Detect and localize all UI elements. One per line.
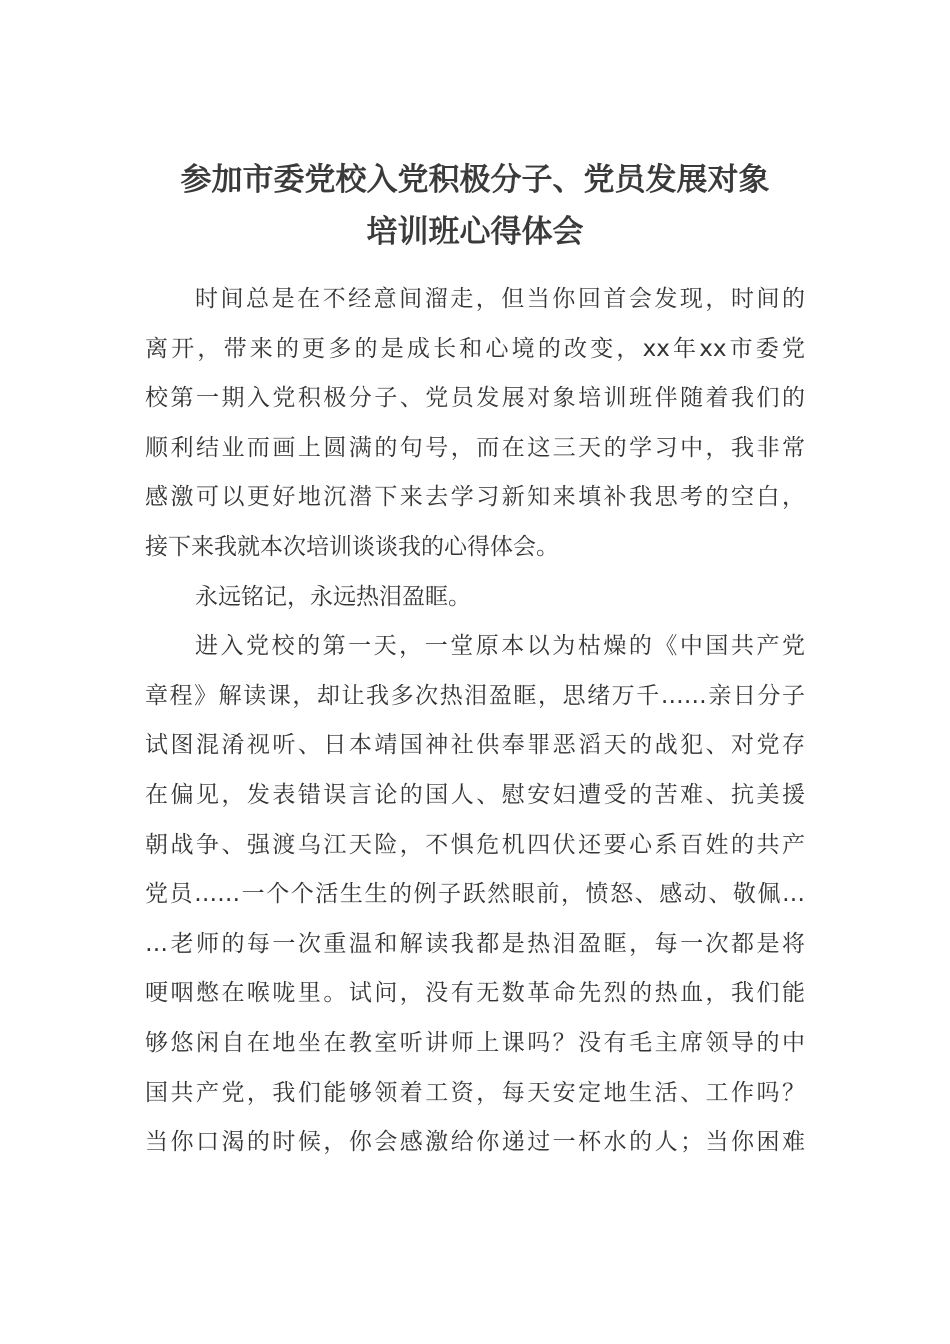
- body-line: 试图混淆视听、日本靖国神社供奉罪恶滔天的战犯、对党存: [145, 732, 805, 759]
- body-line: 校第一期入党积极分子、党员发展对象培训班伴随着我们的: [145, 385, 805, 412]
- body-line: 接下来我就本次培训谈谈我的心得体会。: [145, 533, 559, 560]
- body-line: 顺利结业而画上圆满的句号，而在这三天的学习中，我非常: [145, 434, 805, 461]
- body-line: 朝战争、强渡乌江天险，不惧危机四伏还要心系百姓的共产: [145, 831, 805, 858]
- title-line-1: 参加市委党校入党积极分子、党员发展对象: [180, 162, 770, 198]
- body-line: 离开，带来的更多的是成长和心境的改变，xx年xx市委党: [145, 335, 805, 362]
- document-title: [100, 154, 850, 258]
- body-line: 进入党校的第一天，一堂原本以为枯燥的《中国共产党: [195, 633, 805, 660]
- body-line: 哽咽憋在喉咙里。试问，没有无数革命先烈的热血，我们能: [145, 980, 805, 1007]
- body-line: 在偏见，发表错误言论的国人、慰安妇遭受的苦难、抗美援: [145, 781, 805, 808]
- body-line: 够悠闲自在地坐在教室听讲师上课吗？没有毛主席领导的中: [145, 1029, 805, 1056]
- body-line: 章程》解读课，却让我多次热泪盈眶，思绪万千……亲日分子: [145, 682, 805, 709]
- body-line: 感激可以更好地沉潜下来去学习新知来填补我思考的空白，: [145, 484, 805, 511]
- body-line: …老师的每一次重温和解读我都是热泪盈眶，每一次都是将: [145, 930, 805, 957]
- body-line: 当你口渴的时候，你会感激给你递过一杯水的人；当你困难: [145, 1129, 805, 1156]
- body-line: 时间总是在不经意间溜走，但当你回首会发现，时间的: [195, 286, 805, 312]
- title-line-2: 培训班心得体会: [366, 214, 584, 250]
- document-body: [145, 275, 805, 1168]
- body-line: 党员……一个个活生生的例子跃然眼前，愤怒、感动、敬佩…: [145, 881, 805, 908]
- body-line: 永远铭记，永远热泪盈眶。: [195, 583, 471, 610]
- body-line: 国共产党，我们能够领着工资，每天安定地生活、工作吗？: [145, 1079, 805, 1106]
